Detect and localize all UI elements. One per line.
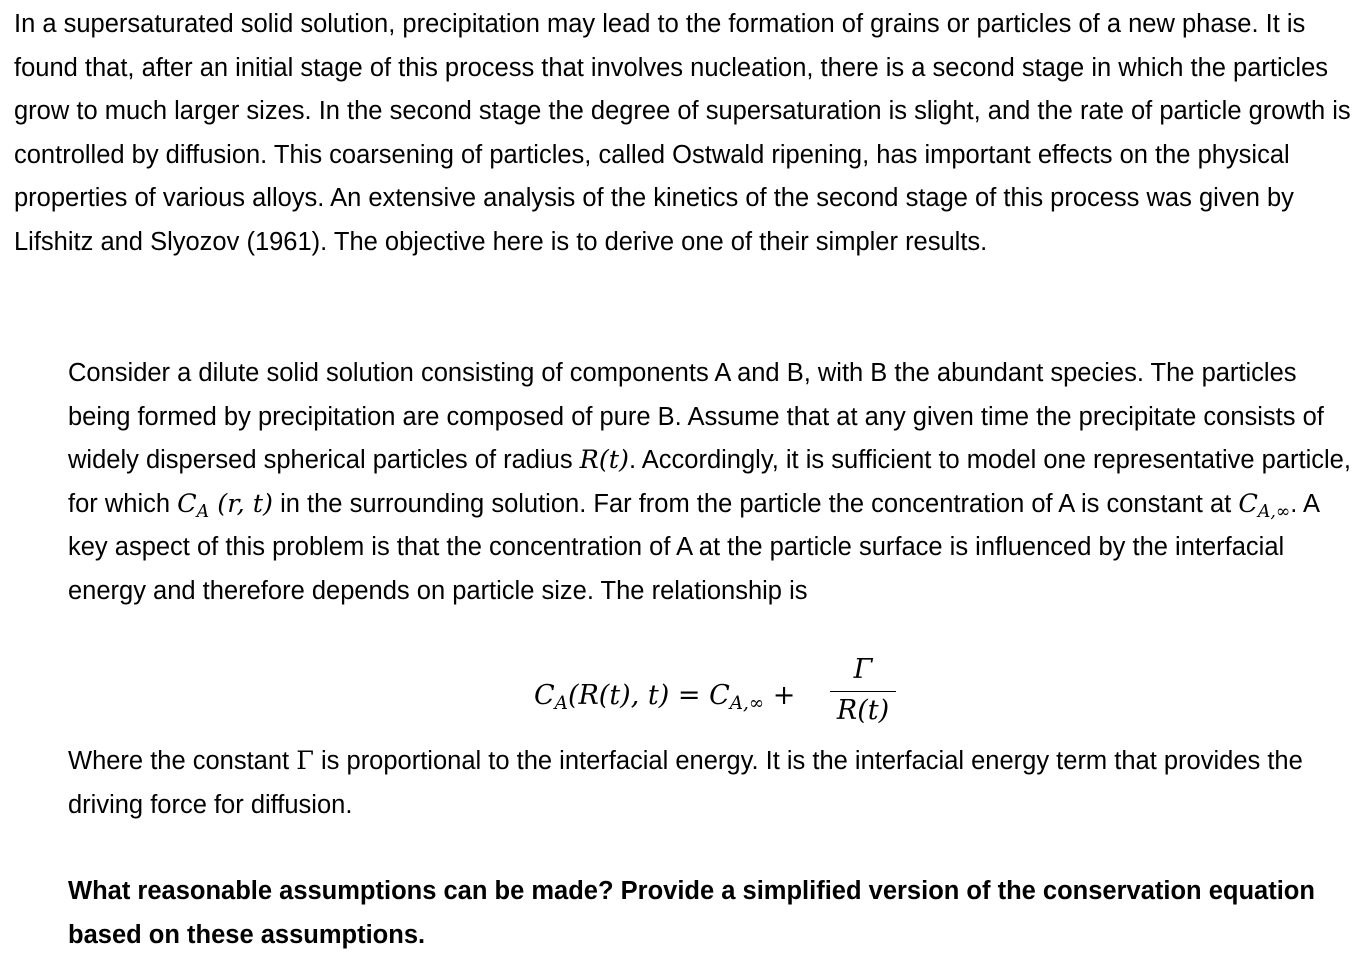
fraction-bar <box>830 691 896 692</box>
fraction-numerator: Γ <box>853 654 873 685</box>
problem-text-4: . A key aspect of this problem is that the concentration of A at the particle surface is influenced by the interfacial energy and therefore depends on particle size. The relationship is <box>68 489 1319 605</box>
where-text-2: is proportional to the interfacial energy. It is the interfacial energy term that provides the driving force for diffusion. <box>68 747 1303 819</box>
where-text-1: Where the constant <box>68 747 297 775</box>
gamma-symbol: Γ <box>296 746 314 776</box>
concentration-symbol: $C_A$ (r, t) <box>177 488 274 522</box>
problem-paragraph <box>68 352 1358 614</box>
problem-text-2: . Accordingly, it is sufficient to model one representative particle, for which <box>68 446 1351 518</box>
problem-text-1: Consider a dilute solid solution consisting of components A and B, with B the abundant species. The particles being formed by precipitation are composed of pure B. Assume that at any given time the precipitate consists of widely dispersed spherical particles of radius <box>68 359 1324 475</box>
concentration-infinity-symbol: $C_{A,\infty}$ <box>1238 488 1291 522</box>
problem-text-3: in the surrounding solution. Far from the particle the concentration of A is constant at <box>273 489 1239 518</box>
equation-left-side: $C_A(R(t)$, $t) = C_{A,\infty}$ + <box>534 680 796 715</box>
equation-fraction <box>830 652 896 728</box>
question-paragraph: What reasonable assumptions can be made? Provide a simplified version of the conservation equation based on these assumptions. <box>68 877 1315 949</box>
radius-symbol: R(t) <box>579 445 630 476</box>
where-paragraph <box>68 740 1358 827</box>
intro-paragraph: In a supersaturated solid solution, precipitation may lead to the formation of grains or particles of a new phase. It is found that, after an initial stage of this process that involves nucleation, there is a second stage in which the particles grow to much larger sizes. In the second stage the degree of supersaturation is slight, and the rate of particle growth is controlled by diffusion. This coarsening of particles, called Ostwald ripening, has important effects on the physical properties of various alloys. An extensive analysis of the kinetics of the second stage of this process was given by Lifshitz and Slyozov (1961). The objective here is to derive one of their simpler results. <box>14 10 1351 256</box>
fraction-denominator: R(t) <box>836 695 890 726</box>
